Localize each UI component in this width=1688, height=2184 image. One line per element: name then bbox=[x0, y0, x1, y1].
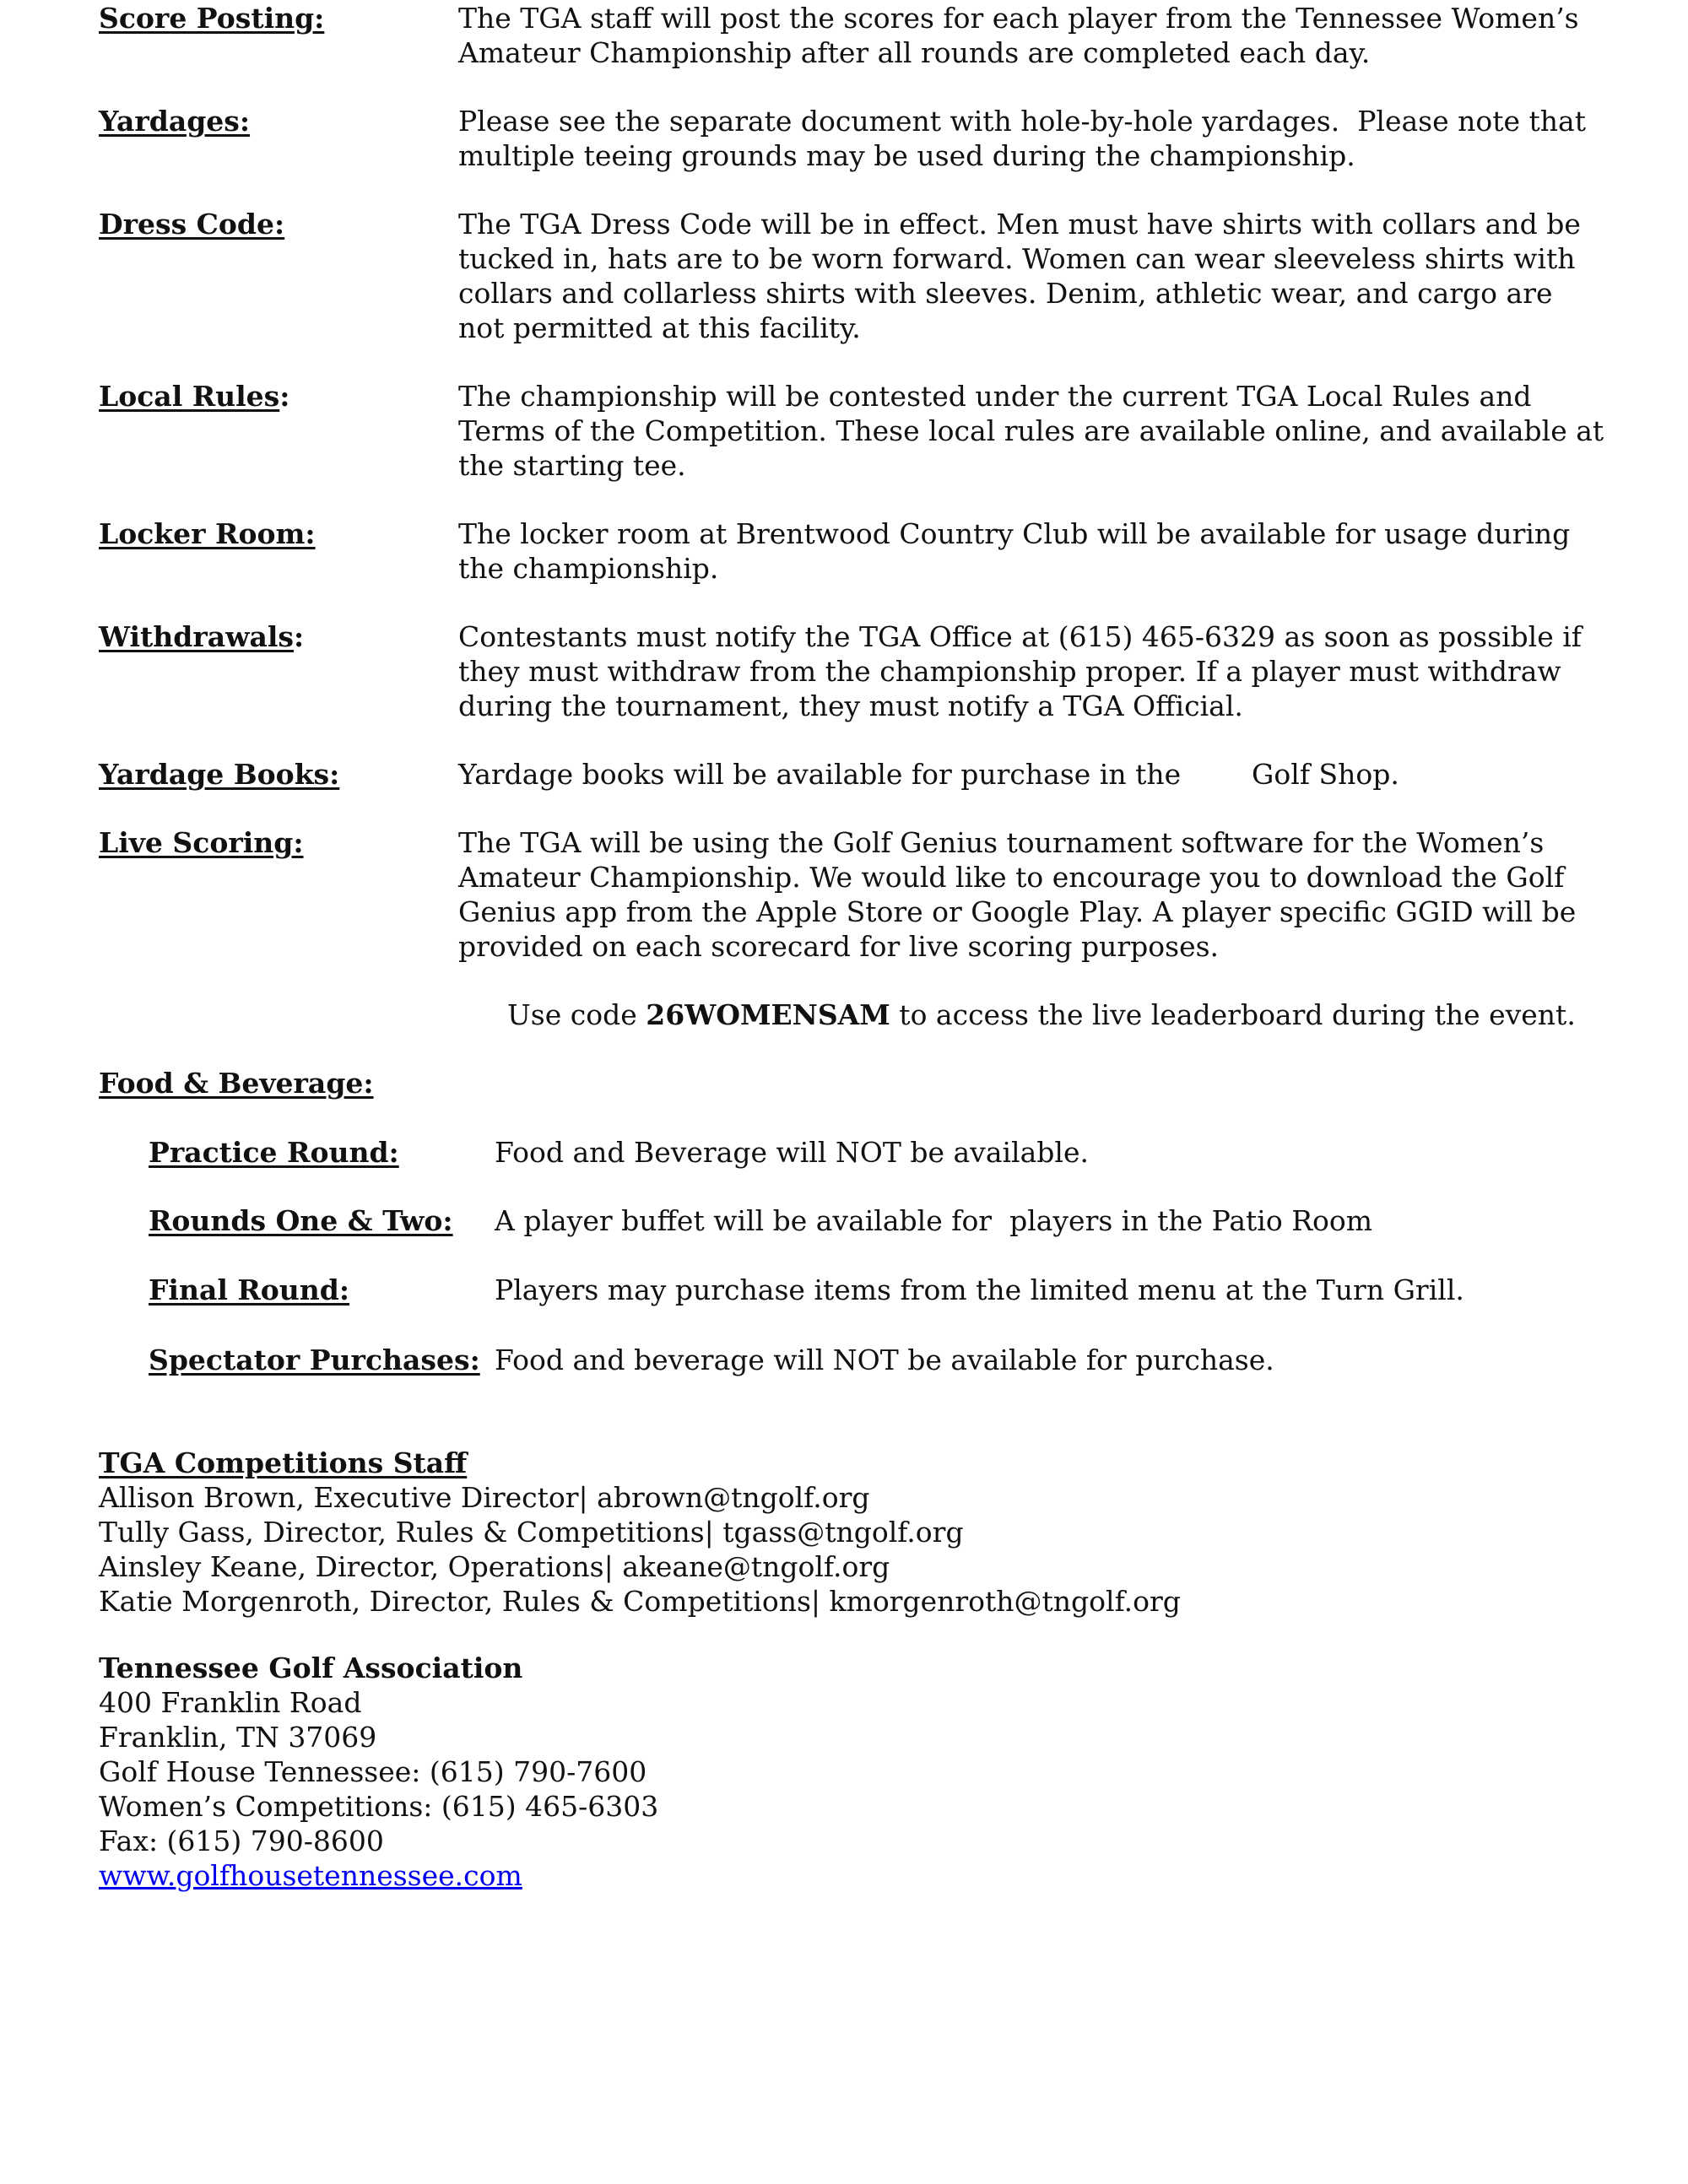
withdrawals-label-wrap bbox=[99, 619, 304, 654]
spectator-purchases-label: Spectator Purchases: bbox=[149, 1343, 480, 1376]
staff-line: Katie Morgenroth, Director, Rules & Competitions| kmorgenroth@tngolf.org bbox=[99, 1585, 1181, 1618]
final-round-text: Players may purchase items from the limited menu at the Turn Grill. bbox=[495, 1273, 1464, 1306]
live-code-suffix: to access the live leaderboard during the event. bbox=[890, 998, 1576, 1031]
phone-line: Women’s Competitions: (615) 465-6303 bbox=[99, 1790, 659, 1823]
dress-code-label: Dress Code: bbox=[99, 208, 285, 241]
dress-code-text: The TGA Dress Code will be in effect. Men must have shirts with collars and be tucked in, hats are to be worn forward. Women can wear sleeveless shirts with collars and collarless shirts with sleeves. Denim, athletic wear, and cargo are not permitted at this facility. bbox=[458, 208, 1581, 344]
live-code-prefix: Use code bbox=[507, 998, 647, 1031]
association-name: Tennessee Golf Association bbox=[99, 1652, 523, 1684]
yardage-books-label: Yardage Books: bbox=[99, 758, 340, 791]
practice-round-label: Practice Round: bbox=[149, 1136, 399, 1169]
local-rules-label: Local Rules bbox=[99, 380, 280, 413]
local-rules-colon: : bbox=[279, 380, 290, 413]
staff-line: Allison Brown, Executive Director| abrown@tngolf.org bbox=[99, 1481, 870, 1514]
staff-line: Ainsley Keane, Director, Operations| akeane@tngolf.org bbox=[99, 1550, 890, 1583]
withdrawals-label: Withdrawals bbox=[99, 620, 294, 653]
local-rules-label-wrap bbox=[99, 379, 289, 414]
rounds-one-two-text: A player buffet will be available for players in the Patio Room bbox=[495, 1204, 1373, 1237]
rounds-one-two-label: Rounds One & Two: bbox=[149, 1204, 453, 1237]
withdrawals-text: Contestants must notify the TGA Office at (615) 465-6329 as soon as possible if they must withdraw from the championship proper. If a player must withdraw during the tournament, they must notify a TGA Official. bbox=[458, 620, 1582, 722]
practice-round-text: Food and Beverage will NOT be available. bbox=[495, 1136, 1089, 1169]
local-rules-text: The championship will be contested under the current TGA Local Rules and Terms of the Competition. These local rules are available online, and available at the starting tee. bbox=[458, 380, 1604, 482]
score-posting-label: Score Posting: bbox=[99, 2, 325, 35]
fax-line: Fax: (615) 790-8600 bbox=[99, 1825, 384, 1857]
locker-room-label: Locker Room: bbox=[99, 517, 316, 550]
food-beverage-heading: Food & Beverage: bbox=[99, 1067, 374, 1100]
final-round-label: Final Round: bbox=[149, 1273, 350, 1306]
staff-heading: TGA Competitions Staff bbox=[99, 1446, 468, 1479]
address-line: 400 Franklin Road bbox=[99, 1686, 362, 1719]
yardages-text: Please see the separate document with hole-by-hole yardages. Please note that multiple teeing grounds may be used during the championship. bbox=[458, 105, 1595, 172]
live-code: 26WOMENSAM bbox=[646, 998, 890, 1031]
website-link[interactable]: www.golfhousetennessee.com bbox=[99, 1859, 522, 1892]
locker-room-text: The locker room at Brentwood Country Club will be available for usage during the championship. bbox=[458, 517, 1571, 585]
score-posting-text: The TGA staff will post the scores for each player from the Tennessee Women’s Amateur Championship after all rounds are completed each day. bbox=[458, 2, 1579, 69]
spectator-purchases-text: Food and beverage will NOT be available for purchase. bbox=[495, 1343, 1274, 1376]
address-line: Franklin, TN 37069 bbox=[99, 1721, 377, 1754]
live-scoring-text: The TGA will be using the Golf Genius tournament software for the Women’s Amateur Championship. We would like to encourage you to download the Golf Genius app from the Apple Store or Google Play. A player specific GGID will be provided on each scorecard for live scoring purposes. bbox=[458, 826, 1577, 963]
yardage-books-text: Yardage books will be available for purchase in the Golf Shop. bbox=[458, 758, 1399, 791]
withdrawals-colon: : bbox=[294, 620, 305, 653]
yardages-label: Yardages: bbox=[99, 105, 251, 138]
staff-line: Tully Gass, Director, Rules & Competitions| tgass@tngolf.org bbox=[99, 1516, 964, 1549]
live-scoring-label: Live Scoring: bbox=[99, 826, 304, 859]
live-code-line bbox=[507, 997, 1576, 1032]
phone-line: Golf House Tennessee: (615) 790-7600 bbox=[99, 1755, 647, 1788]
